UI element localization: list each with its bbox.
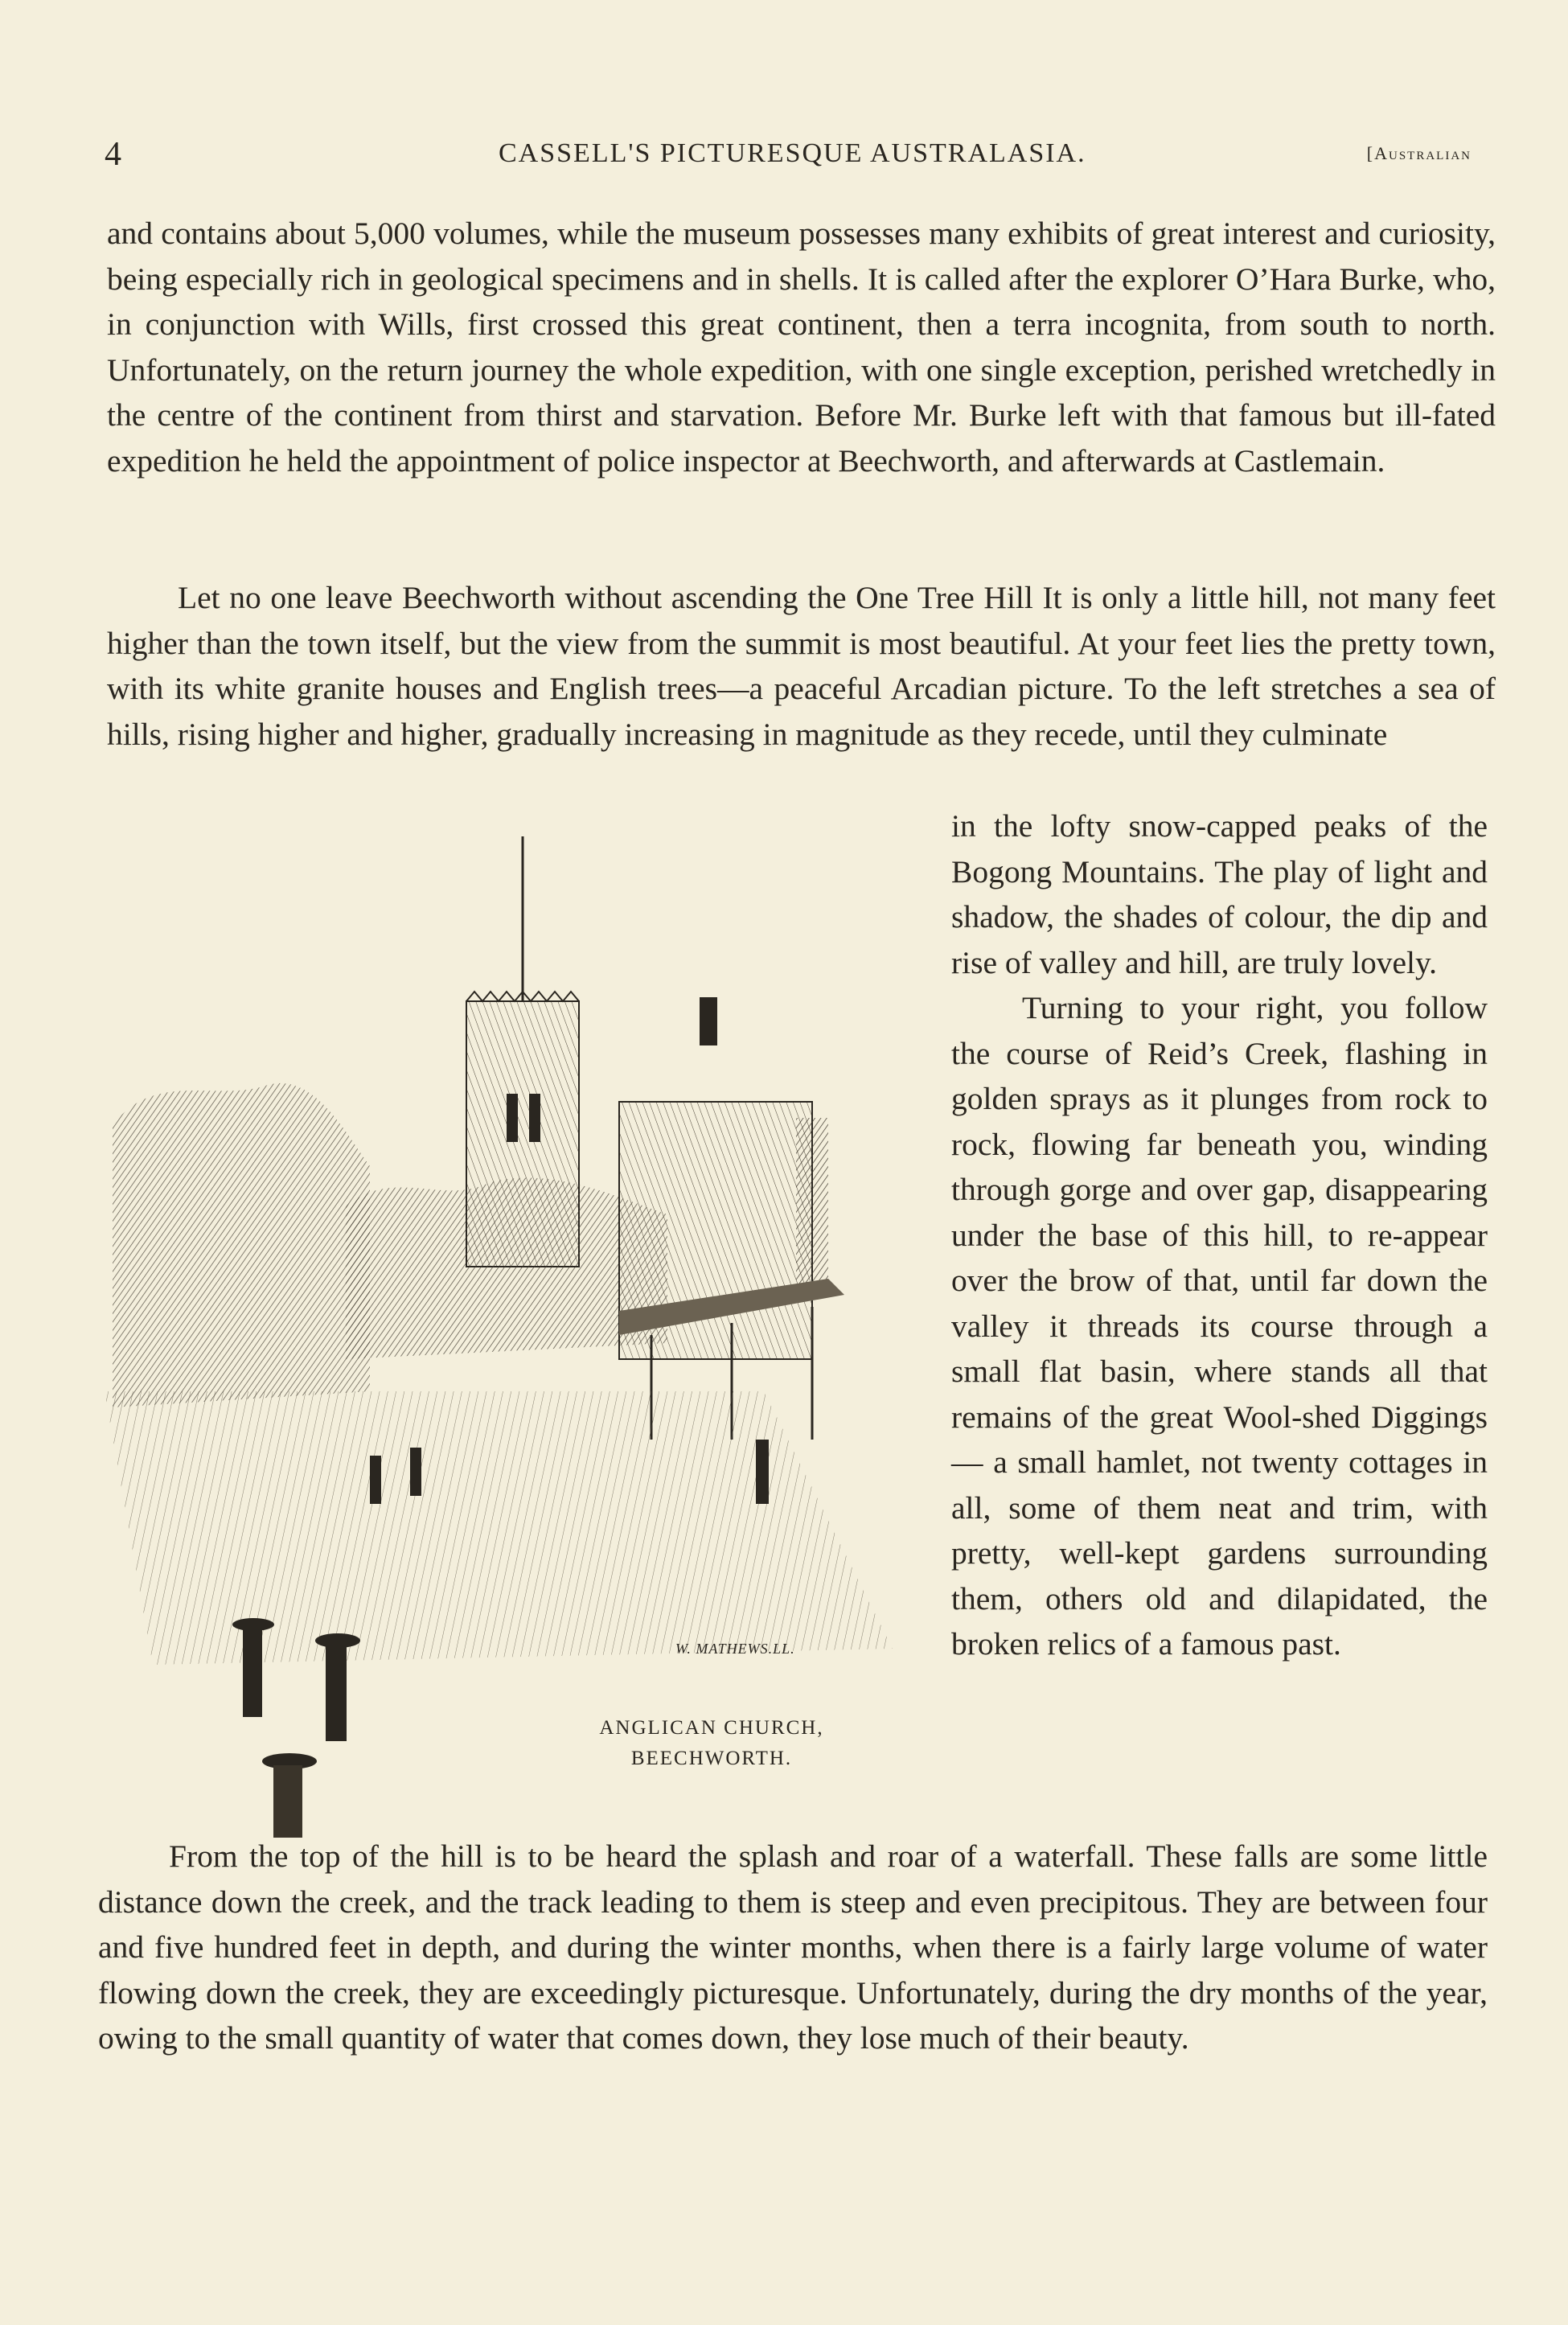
caption-line-2: BEECHWORTH.: [630, 1748, 793, 1769]
paragraph-4: [98, 1834, 1488, 2061]
engraving-figure: [105, 828, 909, 1842]
paragraph-2-continued: in the lofty snow-capped peaks of the Bogong Mountains. The play of light and shadow, the shades of colour, the dip and rise of valley and hill, are truly lovely.: [951, 808, 1488, 980]
page-number: 4: [105, 136, 121, 173]
paragraph-2-text: Let no one leave Beechworth without ascending the One Tree Hill It is only a little hill, not many feet higher than the town itself, but the view from the summit is most beautiful. At your feet lies the pretty town, with its white granite houses and English trees—a peaceful Arcadian picture. To the left stretches a sea of hills, rising higher and higher, gradually increasing in magnitude as they recede, until they culminate: [107, 580, 1496, 752]
side-column: [951, 803, 1488, 1667]
paragraph-1-text: and contains about 5,000 volumes, while the museum possesses many exhibits of great interest and curiosity, being especially rich in geological specimens and in shells. It is called after the explorer O’Hara Burke, who, in conjunction with Wills, first crossed this great continent, then a terra incognita, from south to north. Unfortunately, on the return journey the whole expedition, with one single exception, perished wretchedly in the centre of the continent from thirst and starvation. Before Mr. Burke left with that famous but ill-fated expedition he held the appointment of police inspector at Beechworth, and afterwards at Castlemain.: [107, 216, 1496, 479]
paragraph-3-text: Turning to your right, you follow the course of Reid’s Creek, flashing in golden sprays as it plunges from rock to rock, flowing far beneath you, winding through gorge and over gap, disappearing under the base of this hill, to re-appear over the brow of that, until far down the valley it threads its course through a small flat basin, where stands all that remains of the great Wool-shed Diggings — a small hamlet, not twenty cottages in all, some of them neat and trim, with pretty, well-kept gardens surrounding them, others old and dilapidated, the broken relics of a famous past.: [951, 990, 1488, 1662]
caption-line-1: ANGLICAN CHURCH,: [599, 1717, 824, 1739]
figure-caption: [523, 1713, 901, 1774]
running-title: CASSELL'S PICTURESQUE AUSTRALASIA.: [499, 138, 1086, 168]
page-header: [105, 135, 1472, 183]
paragraph-2: [107, 575, 1496, 757]
section-tag: [Australian: [1366, 143, 1472, 163]
paragraph-4-text: From the top of the hill is to be heard the splash and roar of a waterfall. These falls are some little distance down the creek, and the track leading to them is steep and even precipitous. They are between four and five hundred feet in depth, and during the winter months, when there is a fairly large volume of water flowing down the creek, they are exceedingly picturesque. Unfortunately, during the dry months of the year, owing to the small quantity of water that comes down, they lose much of their beauty.: [98, 1838, 1488, 2056]
paragraph-1: [107, 211, 1496, 483]
artist-signature: W. MATHEWS.LL.: [675, 1641, 795, 1657]
church-engraving-illustration: [105, 828, 909, 1842]
